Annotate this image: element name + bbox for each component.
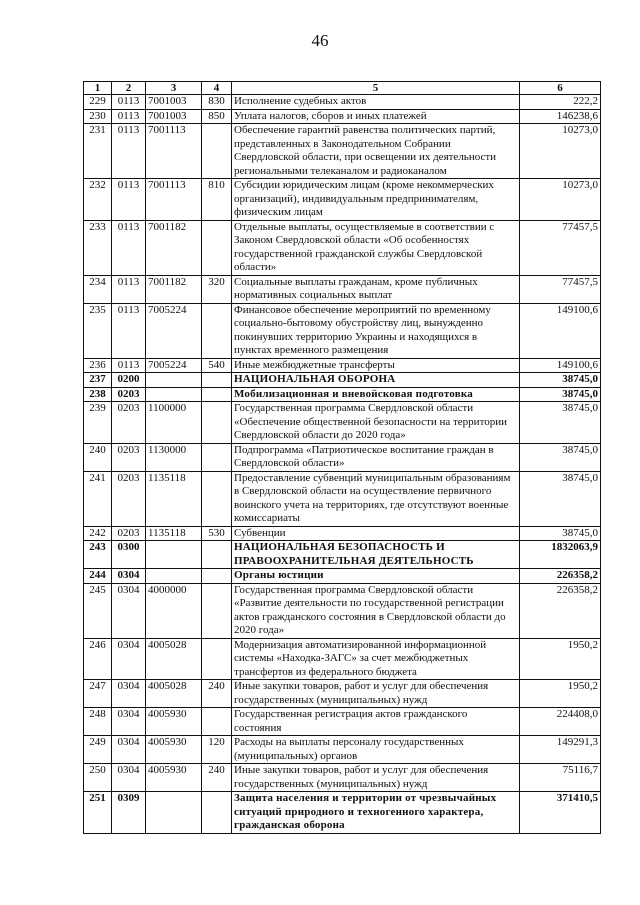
section-code: 0113 — [112, 109, 146, 124]
row-number: 249 — [84, 736, 112, 764]
item-name: Обеспечение гарантий равенства политических партий, представленных в Законодательном Собрании Свердловской области, при освещении их деятельности региональными телеканалом и радиоканалом — [232, 124, 520, 179]
section-code: 0203 — [112, 402, 146, 444]
table-row — [84, 541, 601, 569]
row-number: 241 — [84, 471, 112, 526]
column-header: 6 — [520, 82, 601, 95]
expense-type-code: 240 — [202, 764, 232, 792]
section-code: 0113 — [112, 358, 146, 373]
row-number: 235 — [84, 303, 112, 358]
target-article-code: 4005930 — [146, 764, 202, 792]
target-article-code: 7001003 — [146, 95, 202, 110]
expense-type-code — [202, 583, 232, 638]
expense-type-code: 530 — [202, 526, 232, 541]
expense-type-code — [202, 443, 232, 471]
expense-type-code — [202, 387, 232, 402]
item-name: Государственная программа Свердловской области «Обеспечение общественной безопасности на территории Свердловской области до 2020 года» — [232, 402, 520, 444]
amount: 149100,6 — [520, 358, 601, 373]
table-row — [84, 220, 601, 275]
item-name: Органы юстиции — [232, 569, 520, 584]
expense-type-code — [202, 471, 232, 526]
column-header: 2 — [112, 82, 146, 95]
section-code: 0304 — [112, 680, 146, 708]
item-name: Уплата налогов, сборов и иных платежей — [232, 109, 520, 124]
table-row — [84, 387, 601, 402]
expense-type-code — [202, 708, 232, 736]
item-name: Социальные выплаты гражданам, кроме публичных нормативных социальных выплат — [232, 275, 520, 303]
amount: 38745,0 — [520, 387, 601, 402]
budget-table — [83, 81, 601, 834]
amount: 38745,0 — [520, 402, 601, 444]
table-row — [84, 95, 601, 110]
row-number: 237 — [84, 373, 112, 388]
table-row — [84, 569, 601, 584]
target-article-code: 4000000 — [146, 583, 202, 638]
table-row — [84, 638, 601, 680]
section-code: 0304 — [112, 638, 146, 680]
amount: 1950,2 — [520, 638, 601, 680]
expense-type-code — [202, 638, 232, 680]
item-name: Финансовое обеспечение мероприятий по временному социально-бытовому обустройству лиц, вынужденно покинувших территорию Украины и находящихся в пунктах временного размещения — [232, 303, 520, 358]
row-number: 244 — [84, 569, 112, 584]
section-code: 0113 — [112, 303, 146, 358]
row-number: 238 — [84, 387, 112, 402]
table-row — [84, 373, 601, 388]
target-article-code: 7001182 — [146, 220, 202, 275]
expense-type-code — [202, 541, 232, 569]
section-code: 0304 — [112, 736, 146, 764]
item-name: Государственная регистрация актов гражданского состояния — [232, 708, 520, 736]
column-header: 3 — [146, 82, 202, 95]
section-code: 0203 — [112, 387, 146, 402]
item-name: Предоставление субвенций муниципальным образованиям в Свердловской области на осуществление первичного воинского учета на территориях, где отсутствуют военные комиссариаты — [232, 471, 520, 526]
expense-type-code: 120 — [202, 736, 232, 764]
expense-type-code: 540 — [202, 358, 232, 373]
item-name: Защита населения и территории от чрезвычайных ситуаций природного и техногенного характера, гражданская оборона — [232, 792, 520, 834]
expense-type-code — [202, 402, 232, 444]
item-name: Расходы на выплаты персоналу государственных (муниципальных) органов — [232, 736, 520, 764]
target-article-code — [146, 373, 202, 388]
amount: 224408,0 — [520, 708, 601, 736]
table-row — [84, 402, 601, 444]
target-article-code: 4005028 — [146, 638, 202, 680]
expense-type-code — [202, 373, 232, 388]
amount: 10273,0 — [520, 179, 601, 221]
table-row — [84, 303, 601, 358]
item-name: Исполнение судебных актов — [232, 95, 520, 110]
row-number: 239 — [84, 402, 112, 444]
section-code: 0113 — [112, 179, 146, 221]
expense-type-code — [202, 569, 232, 584]
amount: 146238,6 — [520, 109, 601, 124]
section-code: 0304 — [112, 708, 146, 736]
section-code: 0304 — [112, 569, 146, 584]
target-article-code: 1135118 — [146, 471, 202, 526]
row-number: 242 — [84, 526, 112, 541]
amount: 77457,5 — [520, 220, 601, 275]
target-article-code: 4005930 — [146, 736, 202, 764]
row-number: 245 — [84, 583, 112, 638]
target-article-code: 7001113 — [146, 179, 202, 221]
row-number: 234 — [84, 275, 112, 303]
table-row — [84, 124, 601, 179]
amount: 226358,2 — [520, 583, 601, 638]
row-number: 251 — [84, 792, 112, 834]
item-name: Подпрограмма «Патриотическое воспитание граждан в Свердловской области» — [232, 443, 520, 471]
table-row — [84, 358, 601, 373]
target-article-code: 1135118 — [146, 526, 202, 541]
amount: 149291,3 — [520, 736, 601, 764]
target-article-code: 4005930 — [146, 708, 202, 736]
item-name: Государственная программа Свердловской области «Развитие деятельности по государственной регистрации актов гражданского состояния в Свердловской области до 2020 года» — [232, 583, 520, 638]
target-article-code — [146, 541, 202, 569]
section-code: 0203 — [112, 471, 146, 526]
row-number: 232 — [84, 179, 112, 221]
expense-type-code: 850 — [202, 109, 232, 124]
table-row — [84, 179, 601, 221]
page-number: 46 — [311, 31, 329, 50]
table-row — [84, 443, 601, 471]
amount: 75116,7 — [520, 764, 601, 792]
expense-type-code: 240 — [202, 680, 232, 708]
target-article-code: 1130000 — [146, 443, 202, 471]
target-article-code: 7005224 — [146, 303, 202, 358]
item-name: Модернизация автоматизированной информационной системы «Находка-ЗАГС» за счет межбюджетных трансфертов из федерального бюджета — [232, 638, 520, 680]
item-name: Иные закупки товаров, работ и услуг для обеспечения государственных (муниципальных) нужд — [232, 680, 520, 708]
row-number: 246 — [84, 638, 112, 680]
target-article-code: 7001003 — [146, 109, 202, 124]
amount: 222,2 — [520, 95, 601, 110]
item-name: Субсидии юридическим лицам (кроме некоммерческих организаций), индивидуальным предпринимателям, физическим лицам — [232, 179, 520, 221]
section-code: 0203 — [112, 526, 146, 541]
row-number: 229 — [84, 95, 112, 110]
row-number: 230 — [84, 109, 112, 124]
column-header: 4 — [202, 82, 232, 95]
table-header-row — [84, 82, 601, 95]
target-article-code: 4005028 — [146, 680, 202, 708]
target-article-code: 7001113 — [146, 124, 202, 179]
section-code: 0304 — [112, 764, 146, 792]
table-row — [84, 680, 601, 708]
row-number: 233 — [84, 220, 112, 275]
table-row — [84, 471, 601, 526]
row-number: 236 — [84, 358, 112, 373]
item-name: НАЦИОНАЛЬНАЯ ОБОРОНА — [232, 373, 520, 388]
amount: 38745,0 — [520, 443, 601, 471]
amount: 1832063,9 — [520, 541, 601, 569]
expense-type-code: 320 — [202, 275, 232, 303]
target-article-code: 7005224 — [146, 358, 202, 373]
target-article-code: 1100000 — [146, 402, 202, 444]
item-name: НАЦИОНАЛЬНАЯ БЕЗОПАСНОСТЬ И ПРАВООХРАНИТЕЛЬНАЯ ДЕЯТЕЛЬНОСТЬ — [232, 541, 520, 569]
section-code: 0113 — [112, 124, 146, 179]
row-number: 247 — [84, 680, 112, 708]
column-header: 5 — [232, 82, 520, 95]
expense-type-code: 830 — [202, 95, 232, 110]
row-number: 248 — [84, 708, 112, 736]
amount: 149100,6 — [520, 303, 601, 358]
target-article-code — [146, 569, 202, 584]
section-code: 0309 — [112, 792, 146, 834]
item-name: Иные закупки товаров, работ и услуг для обеспечения государственных (муниципальных) нужд — [232, 764, 520, 792]
amount: 10273,0 — [520, 124, 601, 179]
item-name: Мобилизационная и вневойсковая подготовка — [232, 387, 520, 402]
amount: 77457,5 — [520, 275, 601, 303]
table-row — [84, 275, 601, 303]
target-article-code: 7001182 — [146, 275, 202, 303]
row-number: 243 — [84, 541, 112, 569]
amount: 38745,0 — [520, 471, 601, 526]
section-code: 0113 — [112, 275, 146, 303]
amount: 371410,5 — [520, 792, 601, 834]
table-row — [84, 708, 601, 736]
table-row — [84, 109, 601, 124]
amount: 38745,0 — [520, 373, 601, 388]
row-number: 240 — [84, 443, 112, 471]
table-row — [84, 583, 601, 638]
section-code: 0113 — [112, 95, 146, 110]
table-body — [84, 95, 601, 834]
amount: 226358,2 — [520, 569, 601, 584]
target-article-code — [146, 792, 202, 834]
row-number: 231 — [84, 124, 112, 179]
section-code: 0113 — [112, 220, 146, 275]
expense-type-code: 810 — [202, 179, 232, 221]
expense-type-code — [202, 124, 232, 179]
item-name: Субвенции — [232, 526, 520, 541]
item-name: Отдельные выплаты, осуществляемые в соответствии с Законом Свердловской области «Об особенностях государственной гражданской службы Свердловской области» — [232, 220, 520, 275]
target-article-code — [146, 387, 202, 402]
expense-type-code — [202, 220, 232, 275]
row-number: 250 — [84, 764, 112, 792]
item-name: Иные межбюджетные трансферты — [232, 358, 520, 373]
amount: 38745,0 — [520, 526, 601, 541]
table-row — [84, 792, 601, 834]
column-header: 1 — [84, 82, 112, 95]
expense-type-code — [202, 303, 232, 358]
section-code: 0203 — [112, 443, 146, 471]
table-row — [84, 526, 601, 541]
section-code: 0304 — [112, 583, 146, 638]
section-code: 0300 — [112, 541, 146, 569]
expense-type-code — [202, 792, 232, 834]
section-code: 0200 — [112, 373, 146, 388]
amount: 1950,2 — [520, 680, 601, 708]
table-row — [84, 764, 601, 792]
table-row — [84, 736, 601, 764]
